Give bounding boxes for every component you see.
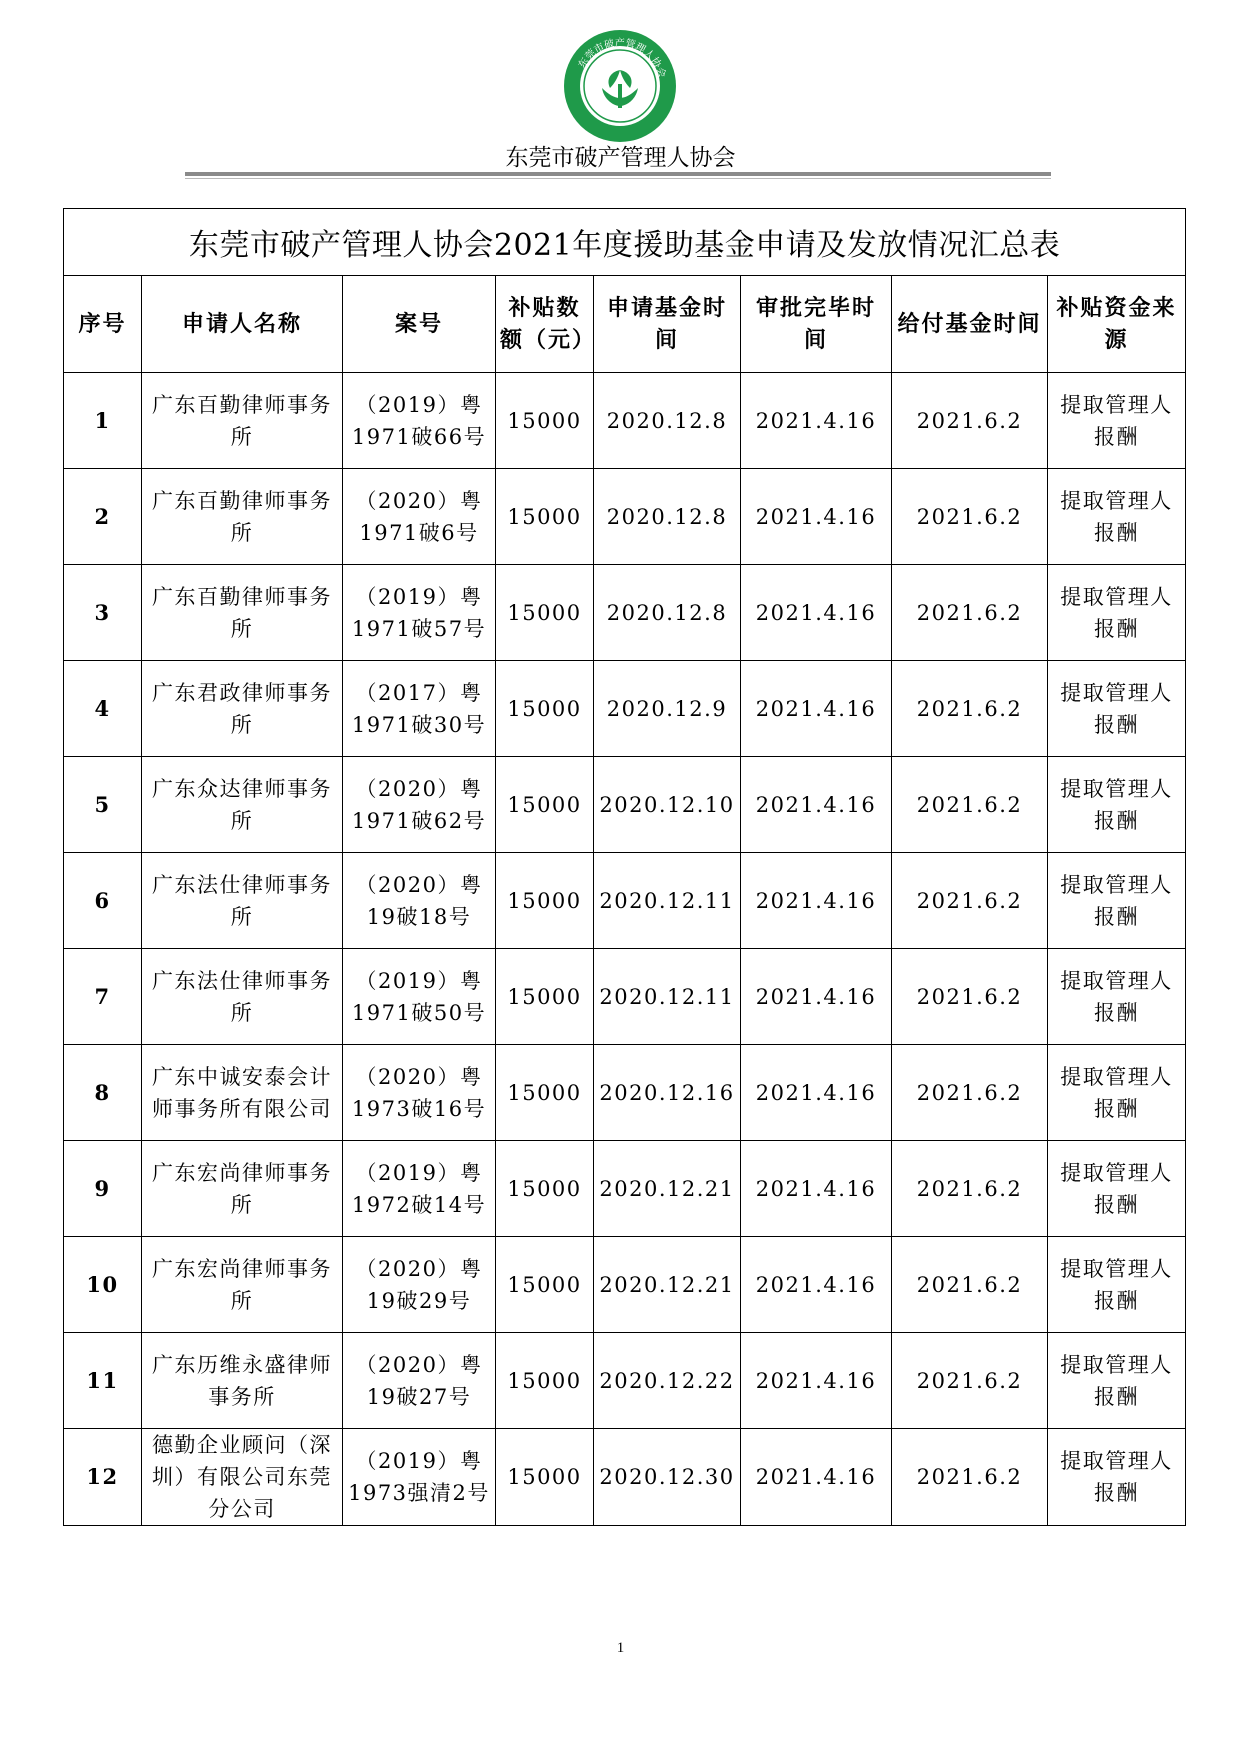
cell-case-number: （2019）粤1971破66号 <box>343 373 496 469</box>
cell-source: 提取管理人报酬 <box>1048 949 1186 1045</box>
cell-source: 提取管理人报酬 <box>1048 469 1186 565</box>
cell-apply-date: 2020.12.8 <box>594 469 741 565</box>
cell-applicant: 广东法仕律师事务所 <box>142 949 343 1045</box>
table-row <box>64 949 1186 1045</box>
cell-index: 5 <box>64 757 142 853</box>
cell-index: 2 <box>64 469 142 565</box>
cell-approve-date: 2021.4.16 <box>741 661 892 757</box>
cell-index: 1 <box>64 373 142 469</box>
cell-amount: 15000 <box>496 1045 594 1141</box>
cell-pay-date: 2021.6.2 <box>892 949 1048 1045</box>
cell-applicant: 德勤企业顾问（深圳）有限公司东莞分公司 <box>142 1429 343 1526</box>
cell-pay-date: 2021.6.2 <box>892 373 1048 469</box>
cell-apply-date: 2020.12.21 <box>594 1141 741 1237</box>
cell-amount: 15000 <box>496 1333 594 1429</box>
cell-index: 7 <box>64 949 142 1045</box>
table-row <box>64 565 1186 661</box>
cell-approve-date: 2021.4.16 <box>741 469 892 565</box>
cell-pay-date: 2021.6.2 <box>892 661 1048 757</box>
cell-source: 提取管理人报酬 <box>1048 661 1186 757</box>
cell-index: 8 <box>64 1045 142 1141</box>
cell-apply-date: 2020.12.11 <box>594 949 741 1045</box>
association-logo <box>562 28 678 144</box>
cell-source: 提取管理人报酬 <box>1048 565 1186 661</box>
cell-index: 6 <box>64 853 142 949</box>
cell-index: 10 <box>64 1237 142 1333</box>
cell-approve-date: 2021.4.16 <box>741 1333 892 1429</box>
cell-source: 提取管理人报酬 <box>1048 373 1186 469</box>
cell-pay-date: 2021.6.2 <box>892 1141 1048 1237</box>
table-row <box>64 661 1186 757</box>
cell-approve-date: 2021.4.16 <box>741 1141 892 1237</box>
cell-applicant: 广东君政律师事务所 <box>142 661 343 757</box>
cell-index: 12 <box>64 1429 142 1526</box>
cell-pay-date: 2021.6.2 <box>892 469 1048 565</box>
cell-case-number: （2020）粤19破29号 <box>343 1237 496 1333</box>
col-header-source: 补贴资金来源 <box>1048 276 1186 373</box>
cell-approve-date: 2021.4.16 <box>741 1429 892 1526</box>
fund-summary-table <box>63 208 1186 1526</box>
table-row <box>64 1333 1186 1429</box>
organization-name: 东莞市破产管理人协会 <box>505 145 736 171</box>
cell-amount: 15000 <box>496 1429 594 1526</box>
cell-applicant: 广东众达律师事务所 <box>142 757 343 853</box>
cell-index: 3 <box>64 565 142 661</box>
cell-approve-date: 2021.4.16 <box>741 757 892 853</box>
cell-pay-date: 2021.6.2 <box>892 853 1048 949</box>
cell-case-number: （2019）粤1973强清2号 <box>343 1429 496 1526</box>
cell-source: 提取管理人报酬 <box>1048 1045 1186 1141</box>
table-title: 东莞市破产管理人协会2021年度援助基金申请及发放情况汇总表 <box>64 209 1186 276</box>
cell-case-number: （2017）粤1971破30号 <box>343 661 496 757</box>
cell-amount: 15000 <box>496 949 594 1045</box>
cell-amount: 15000 <box>496 373 594 469</box>
table-row <box>64 853 1186 949</box>
cell-apply-date: 2020.12.9 <box>594 661 741 757</box>
col-header-approve-date: 审批完毕时间 <box>741 276 892 373</box>
cell-source: 提取管理人报酬 <box>1048 1237 1186 1333</box>
cell-approve-date: 2021.4.16 <box>741 949 892 1045</box>
svg-text:东莞市破产管理人协会: 东莞市破产管理人协会 <box>576 37 668 80</box>
cell-index: 4 <box>64 661 142 757</box>
cell-case-number: （2020）粤1971破62号 <box>343 757 496 853</box>
table-row <box>64 1429 1186 1526</box>
cell-pay-date: 2021.6.2 <box>892 757 1048 853</box>
cell-pay-date: 2021.6.2 <box>892 1045 1048 1141</box>
cell-pay-date: 2021.6.2 <box>892 1429 1048 1526</box>
col-header-amount: 补贴数额（元） <box>496 276 594 373</box>
cell-case-number: （2019）粤1972破14号 <box>343 1141 496 1237</box>
cell-approve-date: 2021.4.16 <box>741 853 892 949</box>
cell-amount: 15000 <box>496 469 594 565</box>
header-divider <box>185 172 1051 176</box>
cell-applicant: 广东宏尚律师事务所 <box>142 1237 343 1333</box>
cell-amount: 15000 <box>496 661 594 757</box>
cell-case-number: （2020）粤1971破6号 <box>343 469 496 565</box>
cell-apply-date: 2020.12.8 <box>594 373 741 469</box>
cell-case-number: （2020）粤19破27号 <box>343 1333 496 1429</box>
col-header-apply-date: 申请基金时间 <box>594 276 741 373</box>
col-header-case-number: 案号 <box>343 276 496 373</box>
cell-pay-date: 2021.6.2 <box>892 1237 1048 1333</box>
table-row <box>64 469 1186 565</box>
table-row <box>64 1141 1186 1237</box>
cell-case-number: （2020）粤19破18号 <box>343 853 496 949</box>
cell-case-number: （2020）粤1973破16号 <box>343 1045 496 1141</box>
cell-apply-date: 2020.12.30 <box>594 1429 741 1526</box>
cell-amount: 15000 <box>496 757 594 853</box>
cell-applicant: 广东中诚安泰会计师事务所有限公司 <box>142 1045 343 1141</box>
cell-source: 提取管理人报酬 <box>1048 1141 1186 1237</box>
col-header-applicant: 申请人名称 <box>142 276 343 373</box>
cell-apply-date: 2020.12.16 <box>594 1045 741 1141</box>
cell-source: 提取管理人报酬 <box>1048 1429 1186 1526</box>
cell-apply-date: 2020.12.21 <box>594 1237 741 1333</box>
cell-apply-date: 2020.12.10 <box>594 757 741 853</box>
cell-approve-date: 2021.4.16 <box>741 565 892 661</box>
cell-applicant: 广东百勤律师事务所 <box>142 565 343 661</box>
cell-approve-date: 2021.4.16 <box>741 373 892 469</box>
table-row <box>64 1045 1186 1141</box>
table-row <box>64 1237 1186 1333</box>
cell-pay-date: 2021.6.2 <box>892 565 1048 661</box>
cell-pay-date: 2021.6.2 <box>892 1333 1048 1429</box>
cell-applicant: 广东宏尚律师事务所 <box>142 1141 343 1237</box>
cell-source: 提取管理人报酬 <box>1048 1333 1186 1429</box>
cell-case-number: （2019）粤1971破57号 <box>343 565 496 661</box>
page-number: 1 <box>616 1640 625 1656</box>
col-header-index: 序号 <box>64 276 142 373</box>
cell-source: 提取管理人报酬 <box>1048 757 1186 853</box>
table-row <box>64 757 1186 853</box>
table-row <box>64 373 1186 469</box>
cell-index: 9 <box>64 1141 142 1237</box>
cell-source: 提取管理人报酬 <box>1048 853 1186 949</box>
cell-amount: 15000 <box>496 1141 594 1237</box>
cell-approve-date: 2021.4.16 <box>741 1045 892 1141</box>
cell-amount: 15000 <box>496 853 594 949</box>
cell-amount: 15000 <box>496 1237 594 1333</box>
cell-applicant: 广东法仕律师事务所 <box>142 853 343 949</box>
cell-applicant: 广东百勤律师事务所 <box>142 373 343 469</box>
cell-amount: 15000 <box>496 565 594 661</box>
cell-approve-date: 2021.4.16 <box>741 1237 892 1333</box>
cell-apply-date: 2020.12.11 <box>594 853 741 949</box>
col-header-pay-date: 给付基金时间 <box>892 276 1048 373</box>
header-divider-thin <box>185 178 1051 179</box>
cell-case-number: （2019）粤1971破50号 <box>343 949 496 1045</box>
cell-applicant: 广东历维永盛律师事务所 <box>142 1333 343 1429</box>
cell-apply-date: 2020.12.22 <box>594 1333 741 1429</box>
cell-apply-date: 2020.12.8 <box>594 565 741 661</box>
cell-index: 11 <box>64 1333 142 1429</box>
cell-applicant: 广东百勤律师事务所 <box>142 469 343 565</box>
